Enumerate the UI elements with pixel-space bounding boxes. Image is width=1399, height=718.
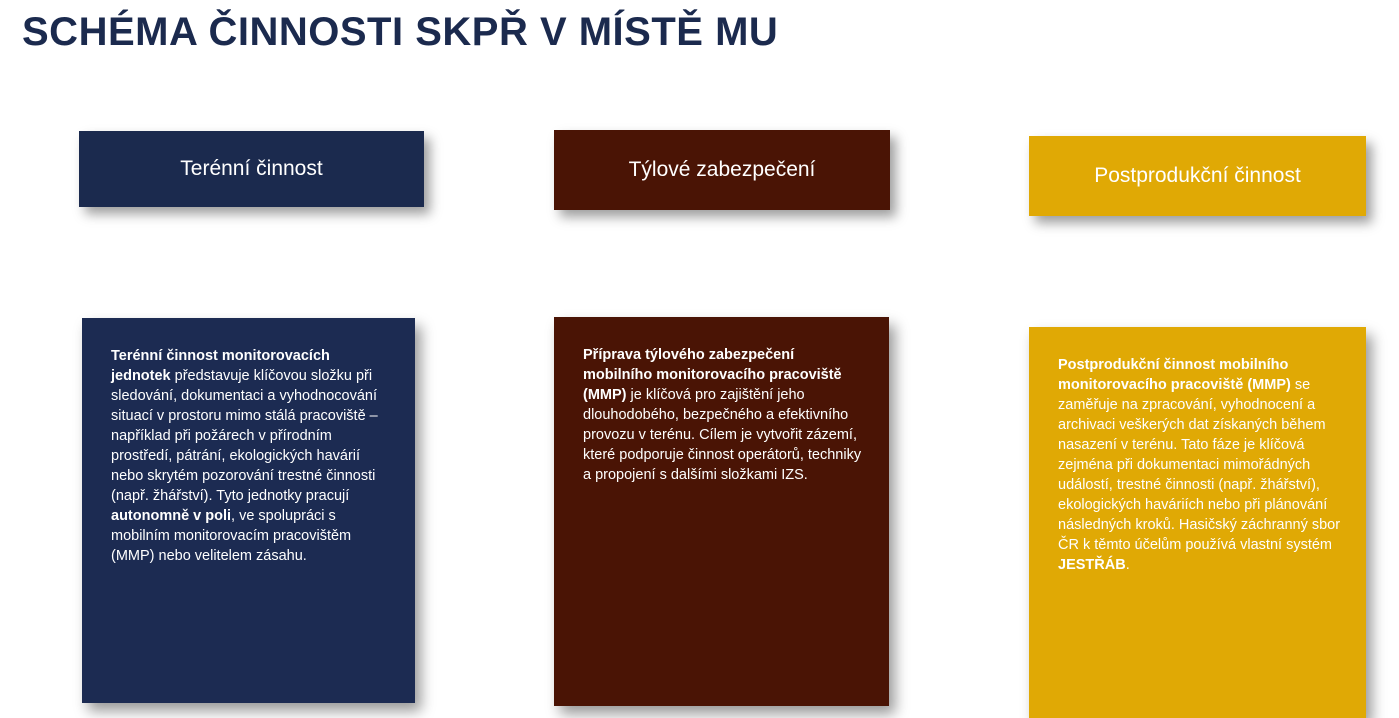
column-header-banner-3 <box>1029 136 1366 216</box>
column-header-label-2: Týlové zabezpečení <box>628 158 816 182</box>
column-body-text-1: Terénní činnost monitorovacích jednotek představuje klíčovou složku při sledování, dokumentaci a vyhodnocování situací v prostoru mimo stálá pracoviště – například při požárech v přírodním prostředí, pátrání, ekologických havárií nebo skrytém pozorování trestné činnosti (např. žhářství). Tyto jednotky pracují autonomně v poli, ve spolupráci s mobilním monitorovacím pracovištěm (MMP) nebo velitelem zásahu. <box>111 348 378 564</box>
column-body-text-3: Postprodukční činnost mobilního monitorovacího pracoviště (MMP) se zaměřuje na zpracování, vyhodnocení a archivaci veškerých dat získaných během nasazení v terénu. Tato fáze je klíčová zejména při dokumentaci mimořádných událostí, trestné činnosti (např. žhářství), ekologických haváriích nebo při plánování následných kroků. Hasičský záchranný sbor ČR k těmto účelům používá vlastní systém JESTŘÁB. <box>1058 357 1341 573</box>
column-body-text-2: Příprava týlového zabezpečení mobilního monitorovacího pracoviště (MMP) je klíčová pro zajištění jeho dlouhodobého, bezpečného a efektivního provozu v terénu. Cílem je vytvořit zázemí, které podporuje činnost operátorů, techniky a propojení s dalšími složkami IZS. <box>583 347 862 483</box>
column-tylove-zabezpeceni <box>542 118 942 706</box>
schema-columns <box>0 118 1399 718</box>
column-body-card-2 <box>554 317 889 706</box>
column-body-card-3 <box>1029 327 1366 718</box>
page-title: SCHÉMA ČINNOSTI SKPŘ V MÍSTĚ MU <box>22 10 779 54</box>
column-header-banner-1 <box>79 131 424 207</box>
column-body-card-1 <box>82 318 415 703</box>
column-header-label-1: Terénní činnost <box>180 157 323 181</box>
column-header-banner-2 <box>554 130 890 210</box>
column-header-label-3: Postprodukční činnost <box>1094 164 1301 188</box>
column-terenni-cinnost <box>70 118 470 703</box>
column-postprodukcni-cinnost <box>1016 118 1399 718</box>
